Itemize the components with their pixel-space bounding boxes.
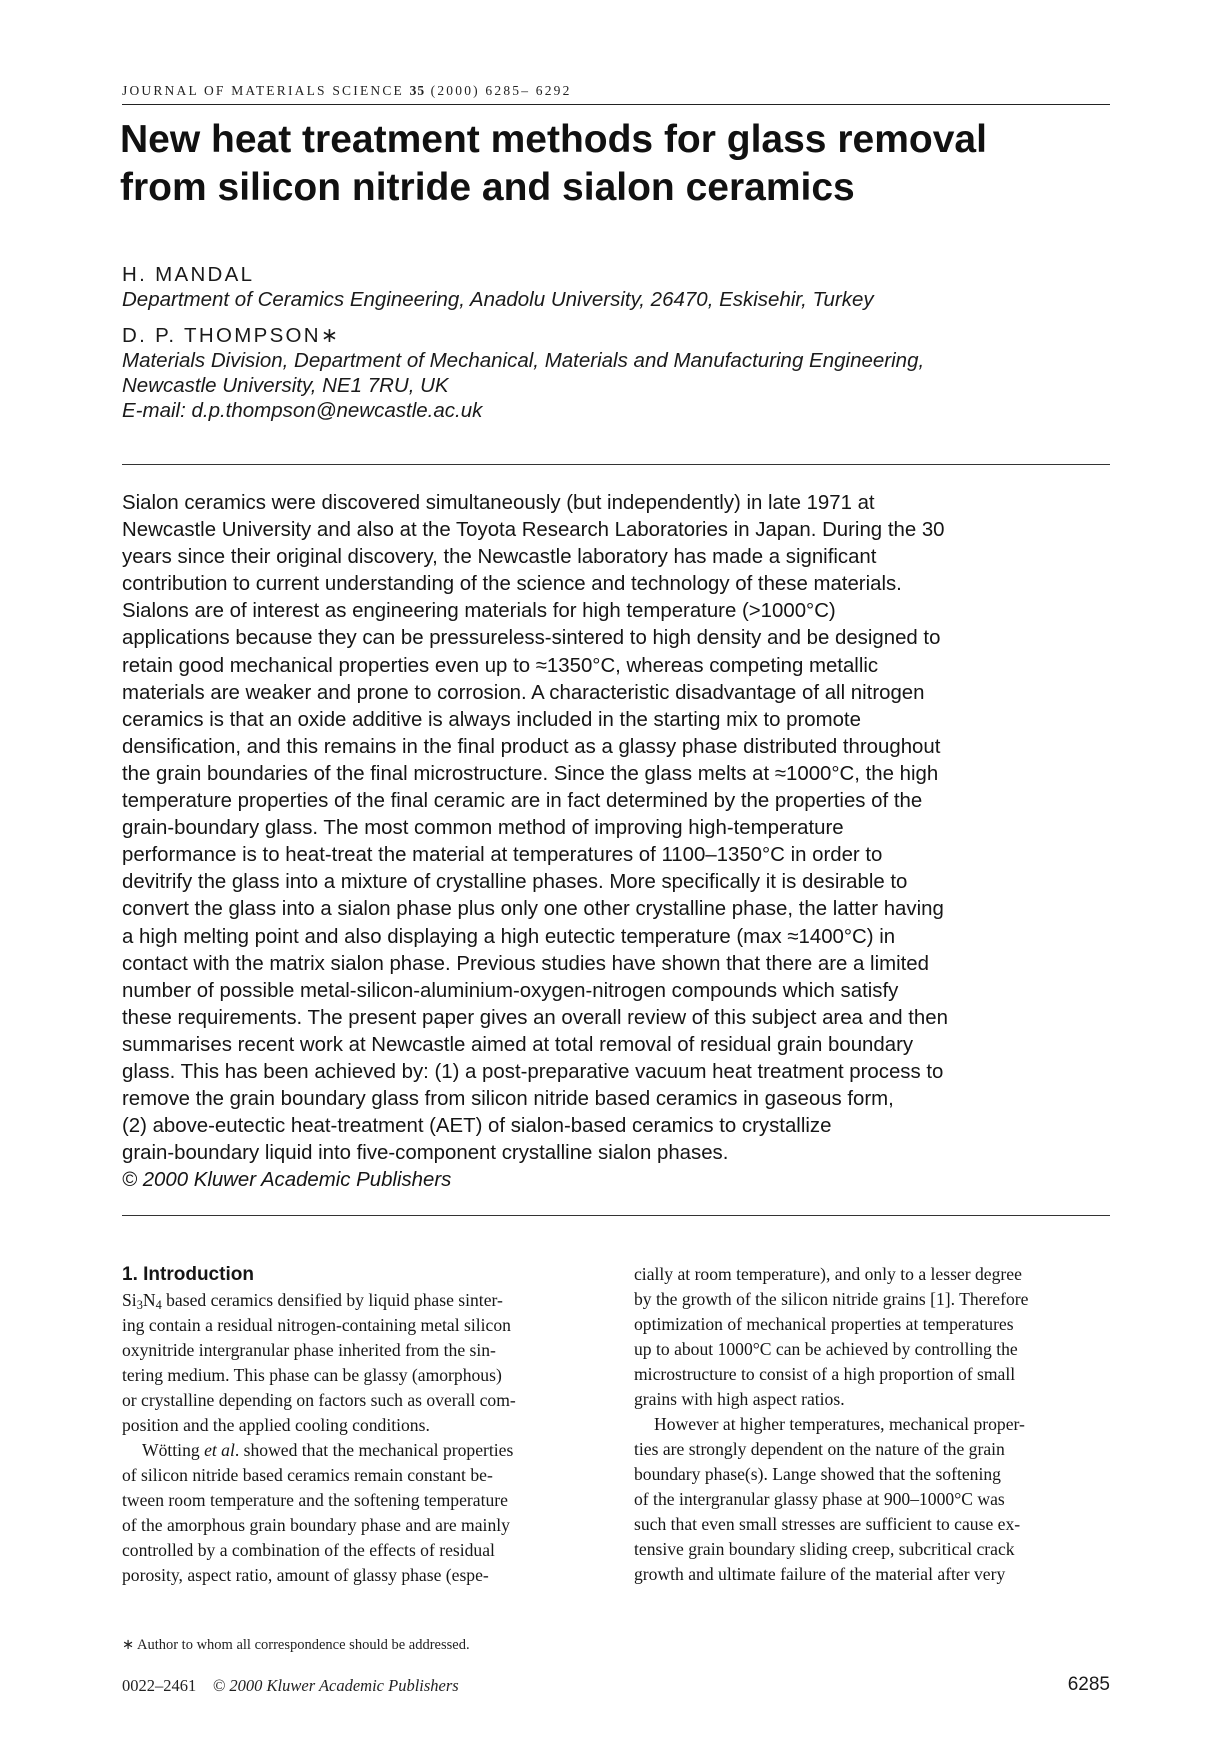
abstract-line: a high melting point and also displaying a high eutectic temperature (max ≈1400°C) in — [122, 925, 896, 948]
footer-issn-copyright — [122, 1676, 459, 1696]
abstract-line: (2) above-eutectic heat-treatment (AET) of sialon-based ceramics to crystallize — [122, 1115, 832, 1138]
body-line: ties are strongly dependent on the nature of the grain — [634, 1439, 1005, 1459]
journal-year-pages: (2000) 6285– 6292 — [430, 83, 572, 98]
abstract-line: remove the grain boundary glass from silicon nitride based ceramics in gaseous form, — [122, 1088, 894, 1111]
abstract-line: Sialons are of interest as engineering materials for high temperature (>1000°C) — [122, 600, 836, 623]
author-block-2 — [122, 323, 1112, 423]
body-line: up to about 1000°C can be achieved by controlling the — [634, 1339, 1018, 1359]
abstract-line: retain good mechanical properties even up to ≈1350°C, whereas competing metallic — [122, 654, 879, 677]
abstract-top-rule — [122, 464, 1110, 465]
abstract-line: grain-boundary glass. The most common method of improving high-temperature — [122, 817, 844, 840]
abstract-line: grain-boundary liquid into five-component crystalline sialon phases. — [122, 1142, 729, 1165]
body-line: boundary phase(s). Lange showed that the softening — [634, 1464, 1001, 1484]
left-column — [122, 1262, 596, 1588]
paper-title — [120, 116, 1110, 212]
author-affiliation: Materials Division, Department of Mechanical, Materials and Manufacturing Engineering, — [122, 349, 925, 372]
abstract-line: glass. This has been achieved by: (1) a post-preparative vacuum heat treatment process to — [122, 1060, 944, 1083]
abstract-line: applications because they can be pressureless-sintered to high density and be designed to — [122, 627, 941, 650]
page-number: 6285 — [1067, 1674, 1110, 1695]
journal-volume: 35 — [409, 83, 426, 98]
abstract-line: temperature properties of the final ceramic are in fact determined by the properties of the — [122, 790, 923, 813]
body-line: cially at room temperature), and only to a lesser degree — [634, 1264, 1022, 1284]
journal-name: JOURNAL OF MATERIALS SCIENCE — [122, 83, 404, 98]
body-line: optimization of mechanical properties at temperatures — [634, 1314, 1014, 1334]
issn: 0022–2461 — [122, 1676, 197, 1695]
body-line: However at higher temperatures, mechanical proper- — [654, 1414, 1025, 1434]
body-line: controlled by a combination of the effects of residual — [122, 1540, 495, 1560]
abstract-line: Newcastle University and also at the Toyota Research Laboratories in Japan. During the 30 — [122, 519, 945, 542]
author-block-1 — [122, 262, 1112, 312]
title-line-1: New heat treatment methods for glass removal — [120, 118, 987, 161]
author-affiliation: Department of Ceramics Engineering, Anadolu University, 26470, Eskisehir, Turkey — [122, 288, 874, 311]
body-line: position and the applied cooling conditions. — [122, 1415, 430, 1435]
running-head — [122, 83, 1110, 99]
body-line: tween room temperature and the softening temperature — [122, 1490, 508, 1510]
author-name: H. MANDAL — [122, 263, 255, 286]
body-line: Wötting et al. showed that the mechanical properties — [142, 1440, 514, 1460]
body-line: such that even small stresses are sufficient to cause ex- — [634, 1514, 1021, 1534]
title-line-2: from silicon nitride and sialon ceramics — [120, 166, 855, 209]
body-line: ing contain a residual nitrogen-containing metal silicon — [122, 1315, 511, 1335]
body-line: or crystalline depending on factors such as overall com- — [122, 1390, 516, 1410]
abstract-line: convert the glass into a sialon phase plus only one other crystalline phase, the latter having — [122, 898, 944, 921]
abstract-copyright: © 2000 Kluwer Academic Publishers — [122, 1169, 452, 1192]
abstract-line: the grain boundaries of the final microstructure. Since the glass melts at ≈1000°C, the high — [122, 762, 939, 785]
right-column — [634, 1262, 1108, 1587]
body-line: porosity, aspect ratio, amount of glassy phase (espe- — [122, 1565, 489, 1585]
footer-copyright: © 2000 Kluwer Academic Publishers — [212, 1676, 459, 1695]
abstract-line: contribution to current understanding of the science and technology of these materials. — [122, 573, 902, 596]
abstract-bottom-rule — [122, 1215, 1110, 1216]
footnote: ∗ Author to whom all correspondence should be addressed. — [122, 1637, 470, 1653]
body-line: microstructure to consist of a high proportion of small — [634, 1364, 1016, 1384]
abstract-line: densification, and this remains in the final product as a glassy phase distributed throughout — [122, 735, 941, 758]
abstract-line: contact with the matrix sialon phase. Previous studies have shown that there are a limited — [122, 952, 929, 975]
abstract-line: performance is to heat-treat the material at temperatures of 1100–1350°C in order to — [122, 844, 883, 867]
author-name: D. P. THOMPSON∗ — [122, 324, 341, 347]
abstract-line: Sialon ceramics were discovered simultaneously (but independently) in late 1971 at — [122, 492, 875, 514]
author-email[interactable]: E-mail: d.p.thompson@newcastle.ac.uk — [122, 399, 483, 422]
body-line: growth and ultimate failure of the material after very — [634, 1564, 1006, 1584]
body-line: tensive grain boundary sliding creep, subcritical crack — [634, 1539, 1015, 1559]
abstract-line: years since their original discovery, the Newcastle laboratory has made a significant — [122, 546, 877, 569]
body-line: $Si_3N_4$ based ceramics densified by liquid phase sinter- — [122, 1290, 503, 1312]
author-affiliation: Newcastle University, NE1 7RU, UK — [122, 374, 449, 397]
body-line: of the intergranular glassy phase at 900–1000°C was — [634, 1489, 1005, 1509]
abstract-line: number of possible metal-silicon-aluminium-oxygen-nitrogen compounds which satisfy — [122, 979, 899, 1002]
body-line: of silicon nitride based ceramics remain constant be- — [122, 1465, 493, 1485]
abstract — [122, 490, 1117, 1194]
abstract-line: summarises recent work at Newcastle aimed at total removal of residual grain boundary — [122, 1033, 914, 1056]
abstract-line: these requirements. The present paper gives an overall review of this subject area and then — [122, 1006, 948, 1029]
section-heading: 1. Introduction — [122, 1264, 254, 1285]
body-line: tering medium. This phase can be glassy (amorphous) — [122, 1365, 502, 1385]
body-line: of the amorphous grain boundary phase and are mainly — [122, 1515, 510, 1535]
abstract-line: devitrify the glass into a mixture of crystalline phases. More specifically it is desirable to — [122, 871, 908, 894]
body-line: oxynitride intergranular phase inherited from the sin- — [122, 1340, 496, 1360]
abstract-line: ceramics is that an oxide additive is always included in the starting mix to promote — [122, 708, 861, 731]
body-line: grains with high aspect ratios. — [634, 1389, 845, 1409]
body-line: by the growth of the silicon nitride grains [1]. Therefore — [634, 1289, 1029, 1309]
header-rule — [122, 104, 1110, 105]
abstract-line: materials are weaker and prone to corrosion. A characteristic disadvantage of all nitrogen — [122, 681, 925, 704]
